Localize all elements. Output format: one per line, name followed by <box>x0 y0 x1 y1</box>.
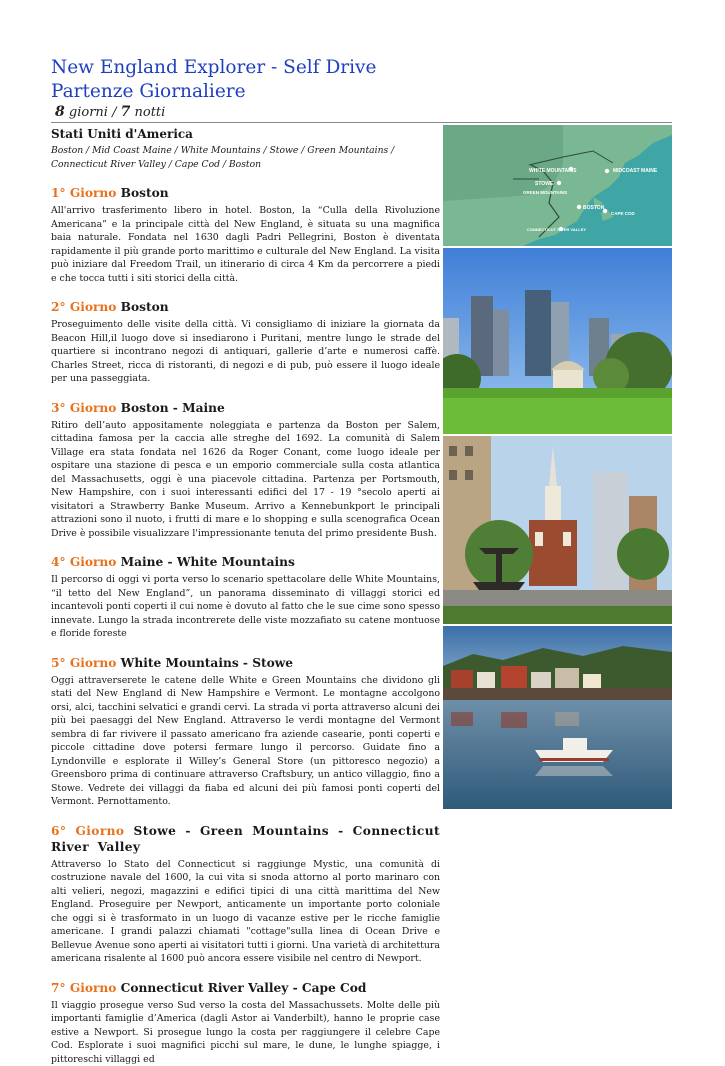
day-title: Boston <box>121 186 169 200</box>
country-heading: Stati Uniti d'America <box>51 126 440 142</box>
day-description: Attraverso lo Stato del Connecticut si raggiunge Mystic, una comunità di costruzione navale del 1600, la cui vita si snoda attorno al porto marinaro con alti velieri, negozi, magazzini e edifici tipici di una città marittima del New England. Proseguire per Newport, anticamente un importante porto coloniale che oggi si è trasformato in un luogo di vacanze estive per le ricche famiglie americane. I grandi palazzi chiamati "cottage"sulla linea di Ocean Drive e Bellevue Avenue sono aperti ai visitatori tutti i giorni. Una varietà di architettura americana risalente al 1600 può ancora essere visibile nel centro di Newport. <box>51 858 440 966</box>
day-number: 2° Giorno <box>51 300 116 314</box>
day-description: All'arrivo trasferimento libero in hotel. Boston, la “Culla della Rivoluzione Americana” e la principale città del New England, è situata su una magnifica baia naturale. Fondata nel 1630 dagli Padri Pellegrini, Boston è diventata rapidamente il più grande porto marittimo e culturale del New England. La visita può iniziare dal Freedom Trail, un itinerario di circa 4 Km da percorrere a piedi e che tocca tutti i siti storici della città. <box>51 204 440 285</box>
day-number: 6° Giorno <box>51 824 124 838</box>
map-label: GREEN MOUNTAINS <box>523 190 567 195</box>
title-line-1: New England Explorer - Self Drive <box>51 57 376 78</box>
map-label: CAPE COD <box>611 211 636 216</box>
nights-label: notti <box>135 105 166 120</box>
days-label: giorni / <box>69 105 117 120</box>
map-label: CONNECTICUT RIVER VALLEY <box>527 227 586 232</box>
day-3 <box>51 400 440 541</box>
day-description: Il viaggio prosegue verso Sud verso la costa del Massachussets. Molte delle più importanti famiglie d’America (dagli Astor ai Vanderbilt), hanno le proprie case estive a Newport. Si prosegue lungo la costa per raggiungere il celebre Cape Cod. Esplorate i suoi magnifici picchi sul mare, le dune, le lunghe spiagge, i pittoreschi villaggi ed <box>51 999 440 1066</box>
day-number: 5° Giorno <box>51 656 116 670</box>
days-count: 8 <box>55 104 65 120</box>
map-label: STOWE <box>535 181 554 187</box>
day-description: Oggi attraverserete le catene delle White e Green Mountains che dividono gli stati del New England di New Hampshire e Vermont. Le montagne accolgono orsi, alci, tacchini selvatici e grandi cervi. La strada vi porta attraverso alcuni dei più bei paesaggi del New England. Attraverso le verdi montagne del Vermont sembra di far rivivere il passato americano fra aziende casearie, ponti coperti e piccole cittadine dove potersi fermare lungo il percorso. Guidate fino a Lyndonville e esplorate il Willey’s General Store (un pittoresco negozio) a Greensboro prima di continuare attraverso Craftsbury, un antico villaggio, fino a Stowe. Vedrete dei villaggi da fiaba ed alcuni dei più famosi ponti coperti del Vermont. Pernottamento. <box>51 674 440 809</box>
harbor-photo <box>443 626 672 809</box>
map-label: BOSTON <box>583 205 605 211</box>
map-label: WHITE MOUNTAINS <box>529 168 577 174</box>
day-title: Stowe - Green Mountains - Connecticut River Valley <box>51 824 440 854</box>
day-6 <box>51 823 440 966</box>
day-1 <box>51 185 440 285</box>
day-title: Maine - White Mountains <box>121 555 295 569</box>
day-number: 1° Giorno <box>51 186 116 200</box>
title-line-2: Partenze Giornaliere <box>51 81 246 102</box>
day-4 <box>51 554 440 641</box>
day-title: Connecticut River Valley - Cape Cod <box>121 981 367 995</box>
page-title <box>51 56 376 104</box>
day-2 <box>51 299 440 386</box>
map-label: MIDCOAST MAINE <box>613 168 658 174</box>
day-title: Boston - Maine <box>121 401 225 415</box>
route-map <box>443 125 672 246</box>
route-summary: Boston / Mid Coast Maine / White Mountains / Stowe / Green Mountains / Connecticut River Valley / Cape Cod / Boston <box>51 144 440 171</box>
photo-column <box>443 125 672 809</box>
day-number: 7° Giorno <box>51 981 116 995</box>
header-divider <box>51 122 672 123</box>
day-description: Proseguimento delle visite della città. Vi consigliamo di iniziare la giornata da Beacon Hill,il luogo dove si insediarono i Puritani, mentre lungo le strade del quartiere si incontrano negozi di antiquari, gallerie d’arte e numerosi caffè. Charles Street, ricca di ristoranti, di negozi e di pub, può essere il luogo ideale per una passeggiata. <box>51 318 440 386</box>
boston-park-photo <box>443 248 672 434</box>
day-title: Boston <box>121 300 169 314</box>
trip-duration <box>55 104 165 120</box>
church-fountain-photo <box>443 436 672 624</box>
day-description: Ritiro dell’auto appositamente noleggiata e partenza da Boston per Salem, cittadina famosa per la caccia alle streghe del 1692. La comunità di Salem Village era stata fondata nel 1626 da Roger Conant, come luogo ideale per ospitare una stazione di pesca e un emporio commerciale sulla costa atlantica del Massachusetts, oggi è una piacevole cittadina. Partenza per Portsmouth, New Hampshire, con i suoi interessanti edifici del 17 - 19 °secolo aperti ai visitatori a Strawberry Banke Museum. Arrivo a Kennebunkport le principali attrazioni sono il nuoto, i frutti di mare e lo shopping e sulla scenografica Ocean Drive è possibile visualizzare l'impressionante tenuta del primo presidente Bush. <box>51 419 440 541</box>
day-title: White Mountains - Stowe <box>121 656 293 670</box>
day-7 <box>51 980 440 1066</box>
day-number: 4° Giorno <box>51 555 116 569</box>
day-5 <box>51 655 440 809</box>
day-description: Il percorso di oggi vi porta verso lo scenario spettacolare delle White Mountains, “il tetto del New England”, un panorama disseminato di villaggi storici ed incantevoli ponti coperti il cui nome è dovuto al fatto che le sue cime sono spesso innevate. Lungo la strada incontrerete delle viste mozzafiato su catene montuose e floride foreste <box>51 573 440 641</box>
nights-count: 7 <box>121 104 131 120</box>
day-number: 3° Giorno <box>51 401 116 415</box>
itinerary-column <box>51 126 440 1066</box>
